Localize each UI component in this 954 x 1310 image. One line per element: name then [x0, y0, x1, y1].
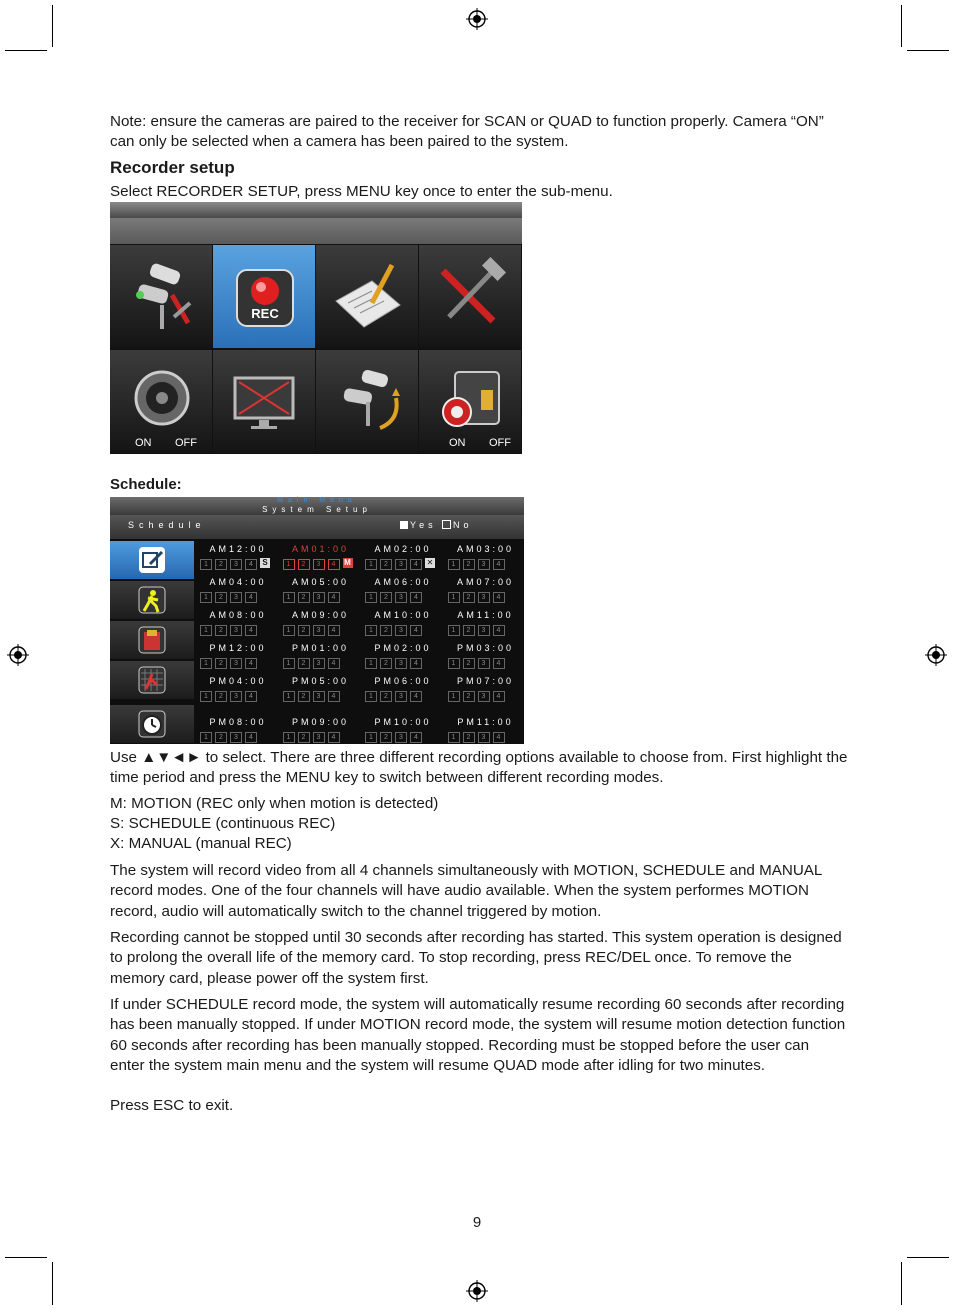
channel-boxes — [200, 625, 260, 636]
channel-box: 3 — [395, 592, 407, 603]
recorder-menu-screenshot — [110, 202, 522, 454]
channel-boxes — [448, 592, 508, 603]
channel-box: 2 — [215, 559, 227, 570]
channel-box: 4 — [410, 658, 422, 669]
channel-box: 1 — [200, 592, 212, 603]
channel-box: 4 — [245, 658, 257, 669]
channel-box: 2 — [463, 732, 475, 743]
menu-subtitle-bar — [110, 218, 522, 244]
schedule-cell[interactable] — [363, 574, 443, 605]
channel-box: 3 — [395, 732, 407, 743]
channel-box: 1 — [283, 592, 295, 603]
schedule-time: AM01:00 — [291, 544, 350, 554]
channel-box: 2 — [215, 732, 227, 743]
channel-box: 4 — [410, 691, 422, 702]
channel-box: 4 — [410, 625, 422, 636]
yes-label: Yes — [410, 520, 437, 530]
channel-box: 3 — [395, 691, 407, 702]
channel-box: 2 — [380, 691, 392, 702]
section-title: Recorder setup — [110, 158, 235, 177]
channel-box: 4 — [410, 559, 422, 570]
menu-title-bar — [110, 202, 522, 218]
schedule-cell[interactable] — [446, 714, 526, 745]
schedule-time: PM06:00 — [374, 676, 432, 686]
channel-box: 2 — [380, 559, 392, 570]
record-mode-badge: S — [260, 558, 270, 568]
schedule-cell[interactable] — [281, 541, 361, 572]
channel-box: 4 — [245, 592, 257, 603]
card-off-label: OFF — [489, 437, 511, 449]
record-mode-badge: M — [344, 558, 351, 567]
crop-mark — [907, 50, 949, 51]
schedule-time: PM03:00 — [456, 643, 515, 653]
record-mode-badge: ✕ — [426, 558, 434, 567]
channel-boxes — [200, 592, 260, 603]
schedule-cell[interactable] — [363, 541, 443, 572]
schedule-time: PM04:00 — [209, 676, 267, 686]
schedule-cell[interactable] — [198, 541, 278, 572]
channel-box: 4 — [410, 592, 422, 603]
channel-box: 2 — [463, 559, 475, 570]
tile-camera-scan[interactable] — [316, 350, 418, 453]
side-timer[interactable] — [110, 705, 194, 743]
schedule-cell[interactable] — [363, 714, 443, 745]
channel-boxes — [283, 732, 343, 743]
channel-box: 1 — [283, 732, 295, 743]
channel-box: 1 — [200, 625, 212, 636]
channel-boxes — [200, 732, 260, 743]
schedule-cell[interactable] — [363, 673, 443, 704]
channel-box: 1 — [448, 559, 460, 570]
channel-box: 2 — [463, 691, 475, 702]
registration-mark-icon — [466, 1280, 488, 1302]
channel-box: 3 — [230, 732, 242, 743]
channel-box: 1 — [200, 559, 212, 570]
channel-boxes — [200, 658, 260, 669]
rec-icon — [213, 245, 315, 348]
schedule-time: PM02:00 — [374, 643, 432, 653]
channel-box: 3 — [478, 592, 490, 603]
channel-boxes — [283, 592, 343, 603]
channel-box: 1 — [448, 658, 460, 669]
registration-mark-icon — [925, 644, 947, 666]
card-on-label: ON — [449, 437, 466, 449]
channel-box: 4 — [245, 732, 257, 743]
channel-box: 4 — [493, 592, 505, 603]
channel-box: 3 — [230, 559, 242, 570]
channel-box: 3 — [313, 559, 325, 570]
channel-boxes — [283, 658, 343, 669]
mode-manual: X: MANUAL (manual REC) — [110, 835, 292, 852]
page-number: 9 — [472, 1214, 482, 1231]
schedule-menu-title: Main Menu — [277, 497, 357, 504]
schedule-time: PM12:00 — [209, 643, 267, 653]
channel-box: 2 — [215, 658, 227, 669]
channel-box: 3 — [313, 625, 325, 636]
channel-box: 1 — [283, 559, 295, 570]
channel-boxes — [365, 691, 425, 702]
schedule-edit-icon — [136, 544, 168, 576]
tile-record-settings[interactable] — [316, 245, 418, 348]
tile-audio[interactable] — [110, 350, 212, 453]
schedule-time: PM05:00 — [291, 676, 350, 686]
channel-box: 3 — [478, 559, 490, 570]
channel-box: 2 — [380, 625, 392, 636]
channel-boxes — [283, 559, 343, 570]
schedule-time: PM10:00 — [374, 717, 432, 727]
schedule-cell[interactable] — [198, 673, 278, 704]
tile-memory-card[interactable] — [419, 350, 521, 453]
crop-mark — [52, 1262, 53, 1305]
channel-boxes — [448, 732, 508, 743]
channel-box: 1 — [365, 592, 377, 603]
channel-box: 2 — [298, 732, 310, 743]
channel-box: 3 — [478, 625, 490, 636]
channel-box: 4 — [493, 559, 505, 570]
schedule-time: PM09:00 — [291, 717, 350, 727]
tile-tools[interactable] — [419, 245, 521, 348]
schedule-time: AM03:00 — [456, 544, 515, 554]
motion-icon — [136, 584, 168, 616]
channel-box: 2 — [380, 592, 392, 603]
channel-box: 2 — [463, 625, 475, 636]
channel-box: 1 — [448, 592, 460, 603]
registration-mark-icon — [466, 8, 488, 30]
tile-display-off[interactable] — [213, 350, 315, 453]
channel-boxes — [283, 625, 343, 636]
channel-box: 3 — [230, 691, 242, 702]
channel-box: 1 — [200, 691, 212, 702]
schedule-cell[interactable] — [446, 607, 526, 638]
channel-box: 3 — [395, 559, 407, 570]
tile-recorder-setup[interactable] — [213, 245, 315, 348]
channel-box: 1 — [448, 625, 460, 636]
schedule-cell[interactable] — [281, 673, 361, 704]
channel-box: 4 — [328, 625, 340, 636]
schedule-time: AM08:00 — [209, 610, 267, 620]
audio-on-label: ON — [135, 437, 152, 449]
schedule-cell[interactable] — [363, 640, 443, 671]
schedule-cell[interactable] — [281, 574, 361, 605]
schedule-cell[interactable] — [446, 541, 526, 572]
schedule-cell[interactable] — [198, 714, 278, 745]
channel-box: 4 — [245, 691, 257, 702]
tile-camera-setup[interactable] — [110, 245, 212, 348]
registration-mark-icon — [7, 644, 29, 666]
channel-box: 3 — [313, 691, 325, 702]
yes-checkbox[interactable] — [400, 521, 408, 529]
schedule-cell[interactable] — [198, 640, 278, 671]
channel-box: 1 — [365, 691, 377, 702]
paragraph-exit: Press ESC to exit. — [110, 1097, 234, 1114]
schedule-menu-subtitle: System Setup — [262, 505, 372, 514]
notepad-pen-icon — [316, 245, 418, 348]
channel-box: 3 — [313, 658, 325, 669]
camera-setup-icon — [110, 245, 212, 348]
channel-boxes — [200, 691, 260, 702]
schedule-time: AM09:00 — [291, 610, 350, 620]
channel-boxes — [365, 658, 425, 669]
channel-boxes — [200, 559, 260, 570]
channel-boxes — [365, 559, 425, 570]
schedule-time: PM01:00 — [291, 643, 350, 653]
channel-box: 3 — [478, 658, 490, 669]
schedule-time: AM11:00 — [457, 610, 514, 620]
channel-box: 3 — [395, 625, 407, 636]
paragraph-resume: If under SCHEDULE record mode, the system will automatically resume recording 60 seconds after recording has been manually stopped. If under MOTION record mode, the system will resume motion detection function 60 seconds after recording has been manually stopped. Recording must be stopped before the user can enter the system main menu and the system will resume QUAD mode after idling for two minutes. — [110, 996, 846, 1074]
crop-mark — [907, 1257, 949, 1258]
schedule-time: PM11:00 — [457, 717, 514, 727]
crop-mark — [5, 1257, 47, 1258]
channel-box: 4 — [245, 625, 257, 636]
no-checkbox[interactable] — [442, 520, 451, 529]
camera-scan-icon — [316, 350, 418, 453]
schedule-cell[interactable] — [446, 673, 526, 704]
channel-box: 2 — [463, 592, 475, 603]
channel-boxes — [365, 592, 425, 603]
yes-option[interactable] — [400, 520, 437, 530]
channel-box: 2 — [298, 691, 310, 702]
schedule-label: Schedule — [128, 520, 206, 530]
channel-box: 2 — [298, 625, 310, 636]
schedule-cell[interactable] — [281, 714, 361, 745]
channel-box: 3 — [395, 658, 407, 669]
channel-box: 2 — [463, 658, 475, 669]
channel-box: 2 — [215, 691, 227, 702]
no-label: No — [453, 520, 473, 530]
side-recording[interactable] — [110, 621, 194, 659]
channel-box: 4 — [245, 559, 257, 570]
channel-box: 2 — [215, 592, 227, 603]
channel-boxes — [448, 625, 508, 636]
channel-boxes — [365, 732, 425, 743]
channel-box: 3 — [313, 592, 325, 603]
schedule-heading: Schedule: — [110, 476, 182, 493]
channel-box: 1 — [365, 559, 377, 570]
channel-box: 3 — [230, 592, 242, 603]
channel-box: 4 — [493, 691, 505, 702]
side-motion[interactable] — [110, 581, 194, 619]
motion-grid-icon — [136, 664, 168, 696]
mode-motion: M: MOTION (REC only when motion is detected) — [110, 795, 439, 812]
channel-box: 2 — [298, 658, 310, 669]
channel-box: 4 — [328, 658, 340, 669]
channel-box: 1 — [365, 658, 377, 669]
side-grid[interactable] — [110, 661, 194, 699]
channel-box: 3 — [313, 732, 325, 743]
channel-box: 1 — [365, 625, 377, 636]
channel-box: 3 — [478, 691, 490, 702]
schedule-time: PM08:00 — [209, 717, 267, 727]
schedule-time: AM02:00 — [374, 544, 432, 554]
timer-icon — [136, 708, 168, 740]
tools-icon — [419, 245, 521, 348]
schedule-time: AM04:00 — [209, 577, 267, 587]
schedule-cell[interactable] — [281, 640, 361, 671]
schedule-time: AM05:00 — [291, 577, 350, 587]
schedule-time: AM06:00 — [374, 577, 432, 587]
channel-boxes — [448, 559, 508, 570]
channel-boxes — [448, 658, 508, 669]
crop-mark — [901, 5, 902, 47]
schedule-cell[interactable] — [198, 607, 278, 638]
channel-box: 4 — [328, 691, 340, 702]
side-schedule[interactable] — [110, 541, 194, 579]
channel-box: 3 — [478, 732, 490, 743]
channel-box: 4 — [410, 732, 422, 743]
channel-box: 3 — [230, 625, 242, 636]
intro-paragraph: Select RECORDER SETUP, press MENU key once to enter the sub-menu. — [110, 183, 613, 200]
channel-box: 2 — [298, 559, 310, 570]
crop-mark — [52, 5, 53, 47]
schedule-cell[interactable] — [281, 607, 361, 638]
channel-box: 4 — [493, 732, 505, 743]
channel-box: 1 — [200, 658, 212, 669]
no-option[interactable] — [442, 520, 473, 530]
schedule-cell[interactable] — [198, 574, 278, 605]
channel-box: 2 — [380, 732, 392, 743]
channel-box: 4 — [328, 592, 340, 603]
rec-label: REC — [251, 306, 279, 321]
channel-box: 2 — [298, 592, 310, 603]
channel-box: 4 — [493, 625, 505, 636]
channel-box: 1 — [448, 691, 460, 702]
schedule-cell[interactable] — [363, 607, 443, 638]
use-paragraph: Use ▲▼◄► to select. There are three different recording options available to choose from. First highlight the time period and press the MENU key to switch between different recording modes. — [110, 749, 848, 787]
recording-card-icon — [136, 624, 168, 656]
channel-box: 2 — [380, 658, 392, 669]
crop-mark — [5, 50, 47, 51]
channel-box: 4 — [493, 658, 505, 669]
channel-box: 3 — [230, 658, 242, 669]
channel-box: 1 — [283, 658, 295, 669]
audio-off-label: OFF — [175, 437, 197, 449]
mode-schedule: S: SCHEDULE (continuous REC) — [110, 815, 336, 832]
channel-box: 4 — [328, 559, 340, 570]
schedule-time: AM10:00 — [374, 610, 432, 620]
channel-box: 1 — [283, 625, 295, 636]
channel-boxes — [283, 691, 343, 702]
channel-boxes — [365, 625, 425, 636]
channel-box: 4 — [328, 732, 340, 743]
channel-box: 2 — [215, 625, 227, 636]
schedule-time: PM07:00 — [456, 676, 515, 686]
monitor-off-icon — [213, 350, 315, 453]
schedule-screenshot — [110, 497, 524, 744]
channel-box: 1 — [283, 691, 295, 702]
note-paragraph: Note: ensure the cameras are paired to the receiver for SCAN or QUAD to function properly. Camera “ON” can only be selected when a camera has been paired to the system. — [110, 113, 824, 151]
crop-mark — [901, 1262, 902, 1305]
schedule-cell[interactable] — [446, 640, 526, 671]
schedule-time: AM07:00 — [456, 577, 515, 587]
schedule-time: AM12:00 — [209, 544, 267, 554]
channel-box: 1 — [365, 732, 377, 743]
channel-box: 1 — [200, 732, 212, 743]
channel-box: 1 — [448, 732, 460, 743]
schedule-cell[interactable] — [446, 574, 526, 605]
paragraph-stop: Recording cannot be stopped until 30 seconds after recording has started. This system operation is designed to prolong the overall life of the memory card. To stop recording, press REC/DEL once. To remove the memory card, please power off the system first. — [110, 929, 842, 987]
channel-boxes — [448, 691, 508, 702]
paragraph-channels: The system will record video from all 4 channels simultaneously with MOTION, SCHEDULE and MANUAL record modes. One of the four channels will have audio available. When the system performes MOTION record, audio will automatically switch to the channel triggered by motion. — [110, 862, 822, 920]
